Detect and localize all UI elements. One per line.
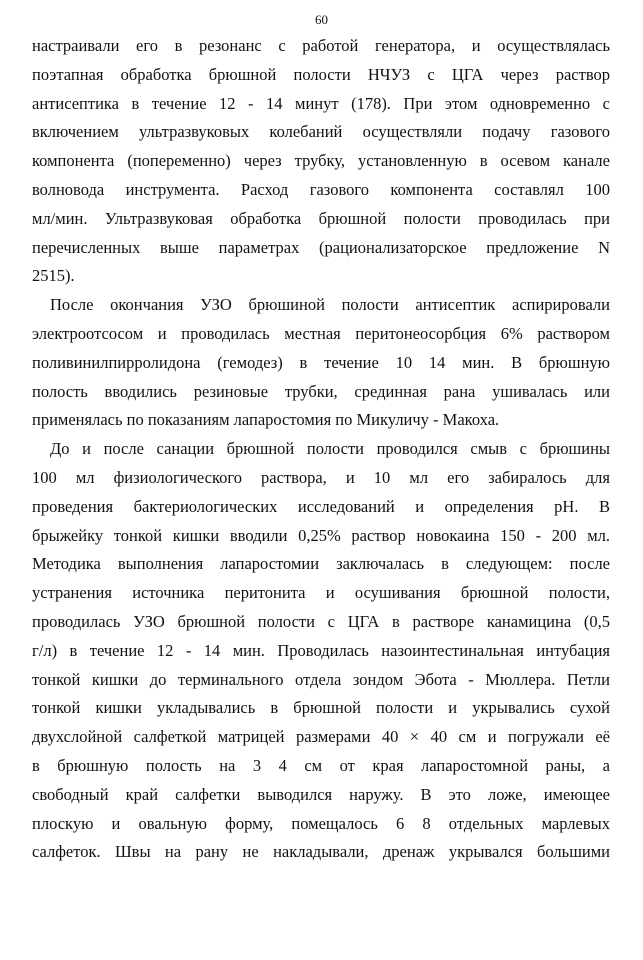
paragraph-first-line: После окончания УЗО брюшиной полости антисептик аспирировали: [50, 295, 610, 315]
text-line: тонкой кишки до терминального отдела зондом Эбота - Мюллера. Петли: [32, 669, 610, 689]
text-line: настраивали его в резонанс с работой генератора, и осуществлялась: [32, 36, 610, 55]
text-line: применялась по показаниям лапаростомия по Микуличу - Макоха.: [32, 410, 500, 430]
text-line: свободный край салфетки выводился наружу. В это ложе, имеющее: [32, 784, 610, 804]
text-line: тонкой кишки укладывались в брюшной полости и укрывались сухой: [32, 698, 610, 718]
text-line: двухслойной салфеткой матрицей размерами 40 × 40 см и погружали её: [32, 727, 610, 747]
text-line: полость вводились резиновые трубки, срединная рана ушивалась или: [32, 381, 610, 401]
text-line: в брюшную полость на 3 4 см от края лапаростомной раны, а: [32, 756, 610, 775]
text-line: брыжейку тонкой кишки вводили 0,25% раствор новокаина 150 - 200 мл.: [32, 525, 610, 545]
text-line: волновода инструмента. Расход газового компонента составлял 100: [32, 180, 610, 199]
text-line: проводилась УЗО брюшной полости с ЦГА в растворе канамицина (0,5: [32, 612, 610, 631]
text-line: включением ультразвуковых колебаний осуществляли подачу газового: [32, 122, 610, 142]
text-line: 2515).: [32, 266, 75, 286]
page-number: 60: [315, 12, 328, 27]
text-line: мл/мин. Ультразвуковая обработка брюшной полости проводилась при: [32, 208, 610, 228]
text-line: 100 мл физиологического раствора, и 10 мл его забиралось для: [32, 468, 610, 487]
text-line: поэтапная обработка брюшной полости НЧУЗ с ЦГА через раствор: [32, 64, 610, 84]
text-line: поливинилпирролидона (гемодез) в течение 10 14 мин. В брюшную: [32, 352, 610, 372]
text-line: электроотсосом и проводилась местная перитонеосорбция 6% раствором: [32, 324, 610, 343]
text-line: устранения источника перитонита и осушивания брюшной полости,: [32, 583, 610, 603]
text-line: компонента (попеременно) через трубку, установленную в осевом канале: [32, 151, 610, 171]
text-line: плоскую и овальную форму, помещалось 6 8 отдельных марлевых: [32, 813, 610, 833]
text-line: салфеток. Швы на рану не накладывали, дренаж укрывался большими: [32, 842, 610, 862]
text-line: Методика выполнения лапаростомии заключалась в следующем: после: [32, 554, 610, 574]
text-line: проведения бактериологических исследований и определения рН. В: [32, 496, 610, 516]
text-line: г/л) в течение 12 - 14 мин. Проводилась назоинтестинальная интубация: [32, 640, 610, 660]
paragraph-first-line: До и после санации брюшной полости проводился смыв с брюшины: [50, 439, 610, 459]
text-line: перечисленных выше параметрах (рационализаторское предложение N: [32, 237, 610, 257]
text-line: антисептика в течение 12 - 14 минут (178). При этом одновременно с: [32, 93, 610, 113]
